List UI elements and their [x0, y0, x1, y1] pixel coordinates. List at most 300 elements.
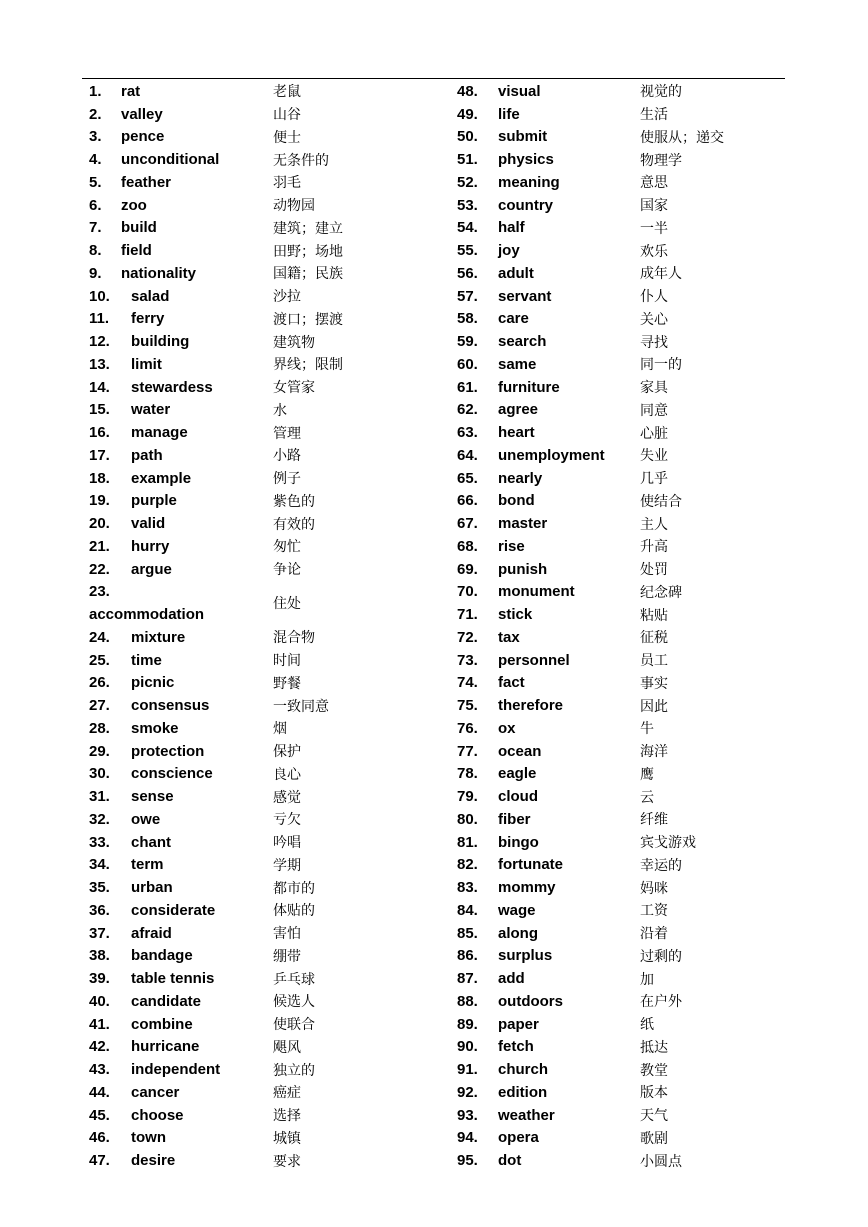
entry-number: 70.	[457, 583, 478, 601]
entry-number: 13.	[89, 355, 110, 373]
entry-number: 54.	[457, 219, 478, 237]
vocab-entry	[457, 558, 787, 581]
entry-translation: 体贴的	[273, 903, 315, 920]
entry-translation: 升高	[640, 539, 668, 556]
vocab-entry	[457, 876, 787, 899]
entry-number: 55.	[457, 242, 478, 260]
entry-translation: 羽毛	[273, 175, 301, 192]
entry-number: 20.	[89, 515, 110, 533]
entry-word: master	[498, 515, 548, 533]
entry-number: 66.	[457, 492, 478, 510]
entry-word: fiber	[498, 810, 531, 828]
entry-translation: 云	[640, 789, 654, 806]
vocab-entry	[457, 763, 787, 786]
entry-number: 5.	[89, 173, 102, 191]
entry-translation: 候选人	[273, 994, 315, 1011]
vocab-entry	[89, 1036, 449, 1059]
entry-word: consensus	[131, 697, 210, 715]
entry-word: surplus	[498, 947, 553, 965]
vocab-entry	[457, 421, 787, 444]
entry-line	[89, 581, 204, 604]
vocab-entry	[89, 1013, 449, 1036]
entry-number: 38.	[89, 947, 110, 965]
entry-number: 79.	[457, 788, 478, 806]
entry-word: half	[498, 219, 525, 237]
entry-word: rise	[498, 537, 525, 555]
vocab-entry	[89, 558, 449, 581]
entry-translation: 例子	[273, 471, 301, 488]
entry-translation: 田野；场地	[273, 243, 343, 260]
entry-translation: 歌剧	[640, 1130, 668, 1147]
entry-word: nationality	[121, 264, 197, 282]
entry-word: hurry	[131, 537, 170, 555]
entry-number: 90.	[457, 1038, 478, 1056]
entry-word: bandage	[131, 947, 193, 965]
entry-word: nearly	[498, 469, 543, 487]
entry-translation: 绷带	[273, 948, 301, 965]
entry-translation: 成年人	[640, 266, 682, 283]
vocab-entry	[457, 854, 787, 877]
entry-translation: 妈咪	[640, 880, 668, 897]
vocab-entry	[89, 626, 449, 649]
vocab-entry	[89, 103, 449, 126]
entry-number: 91.	[457, 1061, 478, 1079]
entry-word: urban	[131, 879, 173, 897]
vocab-entry	[89, 899, 449, 922]
entry-word: mommy	[498, 879, 556, 897]
entry-translation: 亏欠	[273, 812, 301, 829]
entry-translation: 家具	[640, 380, 668, 397]
entry-number: 18.	[89, 469, 110, 487]
entry-translation: 选择	[273, 1108, 301, 1125]
entry-translation: 住处	[273, 596, 301, 613]
entry-word: time	[131, 651, 162, 669]
entry-number: 47.	[89, 1152, 110, 1170]
vocab-entry	[89, 1127, 449, 1150]
entry-translation: 事实	[640, 675, 668, 692]
entry-translation: 动物园	[273, 198, 315, 215]
vocab-entry	[457, 649, 787, 672]
vocab-entry	[457, 285, 787, 308]
entry-word: physics	[498, 151, 554, 169]
entry-number: 19.	[89, 492, 110, 510]
vocab-entry	[457, 899, 787, 922]
entry-number: 64.	[457, 446, 478, 464]
vocab-entry	[457, 308, 787, 331]
vocab-entry	[457, 1149, 787, 1172]
entry-number: 87.	[457, 970, 478, 988]
entry-word: opera	[498, 1129, 539, 1147]
entry-translation: 吟唱	[273, 835, 301, 852]
entry-translation: 女管家	[273, 380, 315, 397]
entry-translation: 宾戈游戏	[640, 835, 696, 852]
entry-number: 22.	[89, 560, 110, 578]
entry-translation: 都市的	[273, 880, 315, 897]
vocab-entry	[89, 717, 449, 740]
entry-number: 85.	[457, 924, 478, 942]
entry-translation: 感觉	[273, 789, 301, 806]
entry-translation: 良心	[273, 766, 301, 783]
vocab-entry	[457, 990, 787, 1013]
entry-word: dot	[498, 1152, 522, 1170]
entry-word: fact	[498, 674, 525, 692]
entry-word: same	[498, 355, 537, 373]
entry-number: 37.	[89, 924, 110, 942]
entry-number: 73.	[457, 651, 478, 669]
entry-word: valid	[131, 515, 166, 533]
entry-word: heart	[498, 424, 535, 442]
vocab-entry	[457, 672, 787, 695]
entry-number: 75.	[457, 697, 478, 715]
entry-word: wage	[498, 901, 536, 919]
entry-translation: 混合物	[273, 630, 315, 647]
vocab-entry	[457, 239, 787, 262]
entry-translation: 害怕	[273, 926, 301, 943]
entry-number: 33.	[89, 833, 110, 851]
entry-translation: 水	[273, 402, 287, 419]
vocab-entry	[457, 444, 787, 467]
vocab-entry	[457, 922, 787, 945]
entry-number: 80.	[457, 810, 478, 828]
vocab-entry	[89, 581, 449, 627]
entry-word: mixture	[131, 628, 186, 646]
vocab-entry	[89, 421, 449, 444]
entry-number: 52.	[457, 173, 478, 191]
entry-number: 65.	[457, 469, 478, 487]
entry-translation: 视觉的	[640, 84, 682, 101]
entry-word: protection	[131, 742, 205, 760]
vocab-column-left	[89, 80, 449, 1172]
entry-word: conscience	[131, 765, 213, 783]
entry-number: 89.	[457, 1015, 478, 1033]
entry-number: 41.	[89, 1015, 110, 1033]
entry-translation: 学期	[273, 857, 301, 874]
vocab-entry	[457, 217, 787, 240]
vocab-entry	[89, 353, 449, 376]
entry-word: furniture	[498, 378, 560, 396]
vocab-entry	[457, 785, 787, 808]
vocab-entry	[457, 512, 787, 535]
entry-translation: 有效的	[273, 516, 315, 533]
vocab-entry	[89, 285, 449, 308]
entry-translation: 烟	[273, 721, 287, 738]
entry-word: care	[498, 310, 529, 328]
entry-word: submit	[498, 128, 548, 146]
entry-word: sense	[131, 788, 174, 806]
entry-number: 11.	[89, 310, 110, 328]
entry-word: choose	[131, 1106, 184, 1124]
vocab-entry	[457, 694, 787, 717]
vocab-entry	[457, 603, 787, 626]
entry-word: stewardess	[131, 378, 213, 396]
entry-translation: 一致同意	[273, 698, 329, 715]
entry-translation: 小圆点	[640, 1153, 682, 1170]
vocab-entry	[457, 535, 787, 558]
entry-word: agree	[498, 401, 539, 419]
vocab-entry	[457, 1127, 787, 1150]
entry-number: 31.	[89, 788, 110, 806]
vocab-entry	[457, 1058, 787, 1081]
entry-translation: 无条件的	[273, 152, 329, 169]
entry-translation: 失业	[640, 448, 668, 465]
entry-number: 3.	[89, 128, 102, 146]
entry-number: 16.	[89, 424, 110, 442]
entry-translation: 海洋	[640, 744, 668, 761]
entry-translation: 幸运的	[640, 857, 682, 874]
entry-translation: 城镇	[273, 1130, 301, 1147]
vocab-entry	[457, 262, 787, 285]
entry-number: 21.	[89, 537, 110, 555]
entry-word: smoke	[131, 719, 179, 737]
vocab-entry	[457, 490, 787, 513]
entry-word: along	[498, 924, 538, 942]
vocab-entry	[89, 330, 449, 353]
entry-word: zoo	[121, 196, 147, 214]
entry-number: 40.	[89, 992, 110, 1010]
entry-word: limit	[131, 355, 162, 373]
entry-number: 29.	[89, 742, 110, 760]
entry-translation: 国籍；民族	[273, 266, 343, 283]
entry-number: 39.	[89, 970, 110, 988]
vocab-entry	[89, 990, 449, 1013]
entry-word: town	[131, 1129, 166, 1147]
entry-translation: 牛	[640, 721, 654, 738]
entry-number: 10.	[89, 287, 110, 305]
entry-translation: 意思	[640, 175, 668, 192]
entry-word: building	[131, 333, 190, 351]
entry-word: fortunate	[498, 856, 563, 874]
vocab-entry	[89, 740, 449, 763]
entry-translation: 野餐	[273, 675, 301, 692]
entry-number: 27.	[89, 697, 110, 715]
entry-translation: 欢乐	[640, 243, 668, 260]
entry-word: feather	[121, 173, 172, 191]
entry-number: 92.	[457, 1083, 478, 1101]
entry-number: 51.	[457, 151, 478, 169]
entry-translation: 使联合	[273, 1017, 315, 1034]
vocab-entry	[457, 330, 787, 353]
entry-word: hurricane	[131, 1038, 200, 1056]
entry-translation: 建筑物	[273, 334, 315, 351]
entry-translation: 乒乓球	[273, 971, 315, 988]
vocab-entry	[457, 80, 787, 103]
entry-word: paper	[498, 1015, 539, 1033]
vocab-entry	[457, 1013, 787, 1036]
entry-translation: 使结合	[640, 493, 682, 510]
entry-number: 53.	[457, 196, 478, 214]
vocab-entry	[89, 512, 449, 535]
vocab-entry	[89, 854, 449, 877]
vocab-entry	[457, 581, 787, 604]
vocab-entry	[457, 103, 787, 126]
entry-translation: 管理	[273, 425, 301, 442]
entry-translation: 寻找	[640, 334, 668, 351]
entry-translation: 心脏	[640, 425, 668, 442]
entry-word: weather	[498, 1106, 555, 1124]
entry-word: valley	[121, 105, 163, 123]
vocab-entry	[457, 148, 787, 171]
entry-word: manage	[131, 424, 188, 442]
vocab-entry	[457, 831, 787, 854]
vocab-column-right	[457, 80, 787, 1172]
vocab-entry	[89, 922, 449, 945]
vocab-entry	[457, 171, 787, 194]
entry-number: 77.	[457, 742, 478, 760]
vocab-entry	[457, 399, 787, 422]
vocab-entry	[457, 353, 787, 376]
entry-word: salad	[131, 287, 170, 305]
vocab-entry	[89, 308, 449, 331]
entry-word: term	[131, 856, 164, 874]
vocab-entry	[457, 740, 787, 763]
entry-number: 14.	[89, 378, 110, 396]
entry-translation: 建筑；建立	[273, 220, 343, 237]
entry-number: 86.	[457, 947, 478, 965]
vocab-entry	[457, 1036, 787, 1059]
entry-translation: 加	[640, 971, 654, 988]
vocab-entry	[89, 1149, 449, 1172]
entry-number: 6.	[89, 196, 102, 214]
entry-word: therefore	[498, 697, 564, 715]
entry-word: servant	[498, 287, 552, 305]
vocab-entry	[457, 1104, 787, 1127]
vocab-entry	[89, 1104, 449, 1127]
entry-word: ocean	[498, 742, 542, 760]
entry-number: 81.	[457, 833, 478, 851]
entry-number: 49.	[457, 105, 478, 123]
entry-number: 74.	[457, 674, 478, 692]
vocab-entry	[89, 785, 449, 808]
vocab-entry	[89, 262, 449, 285]
entry-translation: 便士	[273, 129, 301, 146]
entry-translation: 保护	[273, 744, 301, 761]
entry-word: bond	[498, 492, 535, 510]
entry-word: chant	[131, 833, 172, 851]
entry-translation: 粘贴	[640, 607, 668, 624]
entry-word: rat	[121, 82, 141, 100]
entry-number: 1.	[89, 82, 102, 100]
entry-translation: 主人	[640, 516, 668, 533]
entry-translation: 版本	[640, 1085, 668, 1102]
entry-translation: 征税	[640, 630, 668, 647]
entry-word: ox	[498, 719, 516, 737]
entry-number: 34.	[89, 856, 110, 874]
vocab-entry	[89, 967, 449, 990]
entry-word: field	[121, 242, 152, 260]
entry-translation: 工资	[640, 903, 668, 920]
entry-number: 83.	[457, 879, 478, 897]
entry-number: 69.	[457, 560, 478, 578]
entry-translation: 物理学	[640, 152, 682, 169]
entry-word: considerate	[131, 901, 216, 919]
vocab-entry	[89, 831, 449, 854]
entry-number: 46.	[89, 1129, 110, 1147]
vocab-entry	[89, 1058, 449, 1081]
entry-translation: 小路	[273, 448, 301, 465]
entry-translation: 天气	[640, 1108, 668, 1125]
entry-translation: 紫色的	[273, 493, 315, 510]
entry-translation: 员工	[640, 653, 668, 670]
entry-number: 35.	[89, 879, 110, 897]
vocab-entry	[457, 1081, 787, 1104]
entry-number: 42.	[89, 1038, 110, 1056]
entry-word: edition	[498, 1083, 548, 1101]
entry-word: personnel	[498, 651, 570, 669]
entry-number: 59.	[457, 333, 478, 351]
vocab-entry	[89, 376, 449, 399]
entry-number: 95.	[457, 1152, 478, 1170]
entry-line	[89, 603, 204, 626]
entry-translation: 同意	[640, 402, 668, 419]
vocab-entry	[457, 467, 787, 490]
entry-number: 24.	[89, 628, 110, 646]
entry-number: 7.	[89, 219, 102, 237]
vocab-entry	[457, 945, 787, 968]
entry-word: cancer	[131, 1083, 180, 1101]
vocab-entry	[457, 626, 787, 649]
entry-number: 48.	[457, 82, 478, 100]
entry-translation: 纸	[640, 1017, 654, 1034]
entry-translation: 独立的	[273, 1062, 315, 1079]
vocab-entry	[89, 467, 449, 490]
entry-number: 4.	[89, 151, 102, 169]
entry-word: life	[498, 105, 520, 123]
entry-word: visual	[498, 82, 541, 100]
vocab-entry	[89, 217, 449, 240]
entry-number: 58.	[457, 310, 478, 328]
vocab-entry	[457, 717, 787, 740]
entry-word: candidate	[131, 992, 202, 1010]
entry-translation: 抵达	[640, 1039, 668, 1056]
entry-number: 72.	[457, 628, 478, 646]
entry-translation: 匆忙	[273, 539, 301, 556]
entry-translation: 时间	[273, 653, 301, 670]
vocab-entry	[457, 126, 787, 149]
entry-translation: 关心	[640, 311, 668, 328]
vocab-entry	[457, 376, 787, 399]
entry-translation: 山谷	[273, 107, 301, 124]
entry-number: 62.	[457, 401, 478, 419]
entry-word: adult	[498, 264, 534, 282]
entry-translation: 癌症	[273, 1085, 301, 1102]
entry-number: 50.	[457, 128, 478, 146]
entry-number: 45.	[89, 1106, 110, 1124]
entry-number: 71.	[457, 606, 478, 624]
vocab-entry	[89, 239, 449, 262]
entry-number: 43.	[89, 1061, 110, 1079]
entry-word: joy	[498, 242, 520, 260]
entry-word: argue	[131, 560, 172, 578]
entry-translation: 老鼠	[273, 84, 301, 101]
entry-word: picnic	[131, 674, 175, 692]
entry-stack	[89, 581, 204, 627]
entry-translation: 使服从；递交	[640, 129, 724, 146]
vocab-entry	[89, 490, 449, 513]
entry-word: build	[121, 219, 157, 237]
vocab-entry	[89, 1081, 449, 1104]
entry-word: accommodation	[89, 606, 205, 624]
entry-word: ferry	[131, 310, 165, 328]
entry-number: 88.	[457, 992, 478, 1010]
header-rule	[82, 78, 785, 79]
entry-number: 78.	[457, 765, 478, 783]
entry-word: meaning	[498, 173, 560, 191]
vocab-entry	[457, 967, 787, 990]
vocab-entry	[89, 126, 449, 149]
entry-number: 25.	[89, 651, 110, 669]
entry-number: 30.	[89, 765, 110, 783]
entry-number: 94.	[457, 1129, 478, 1147]
